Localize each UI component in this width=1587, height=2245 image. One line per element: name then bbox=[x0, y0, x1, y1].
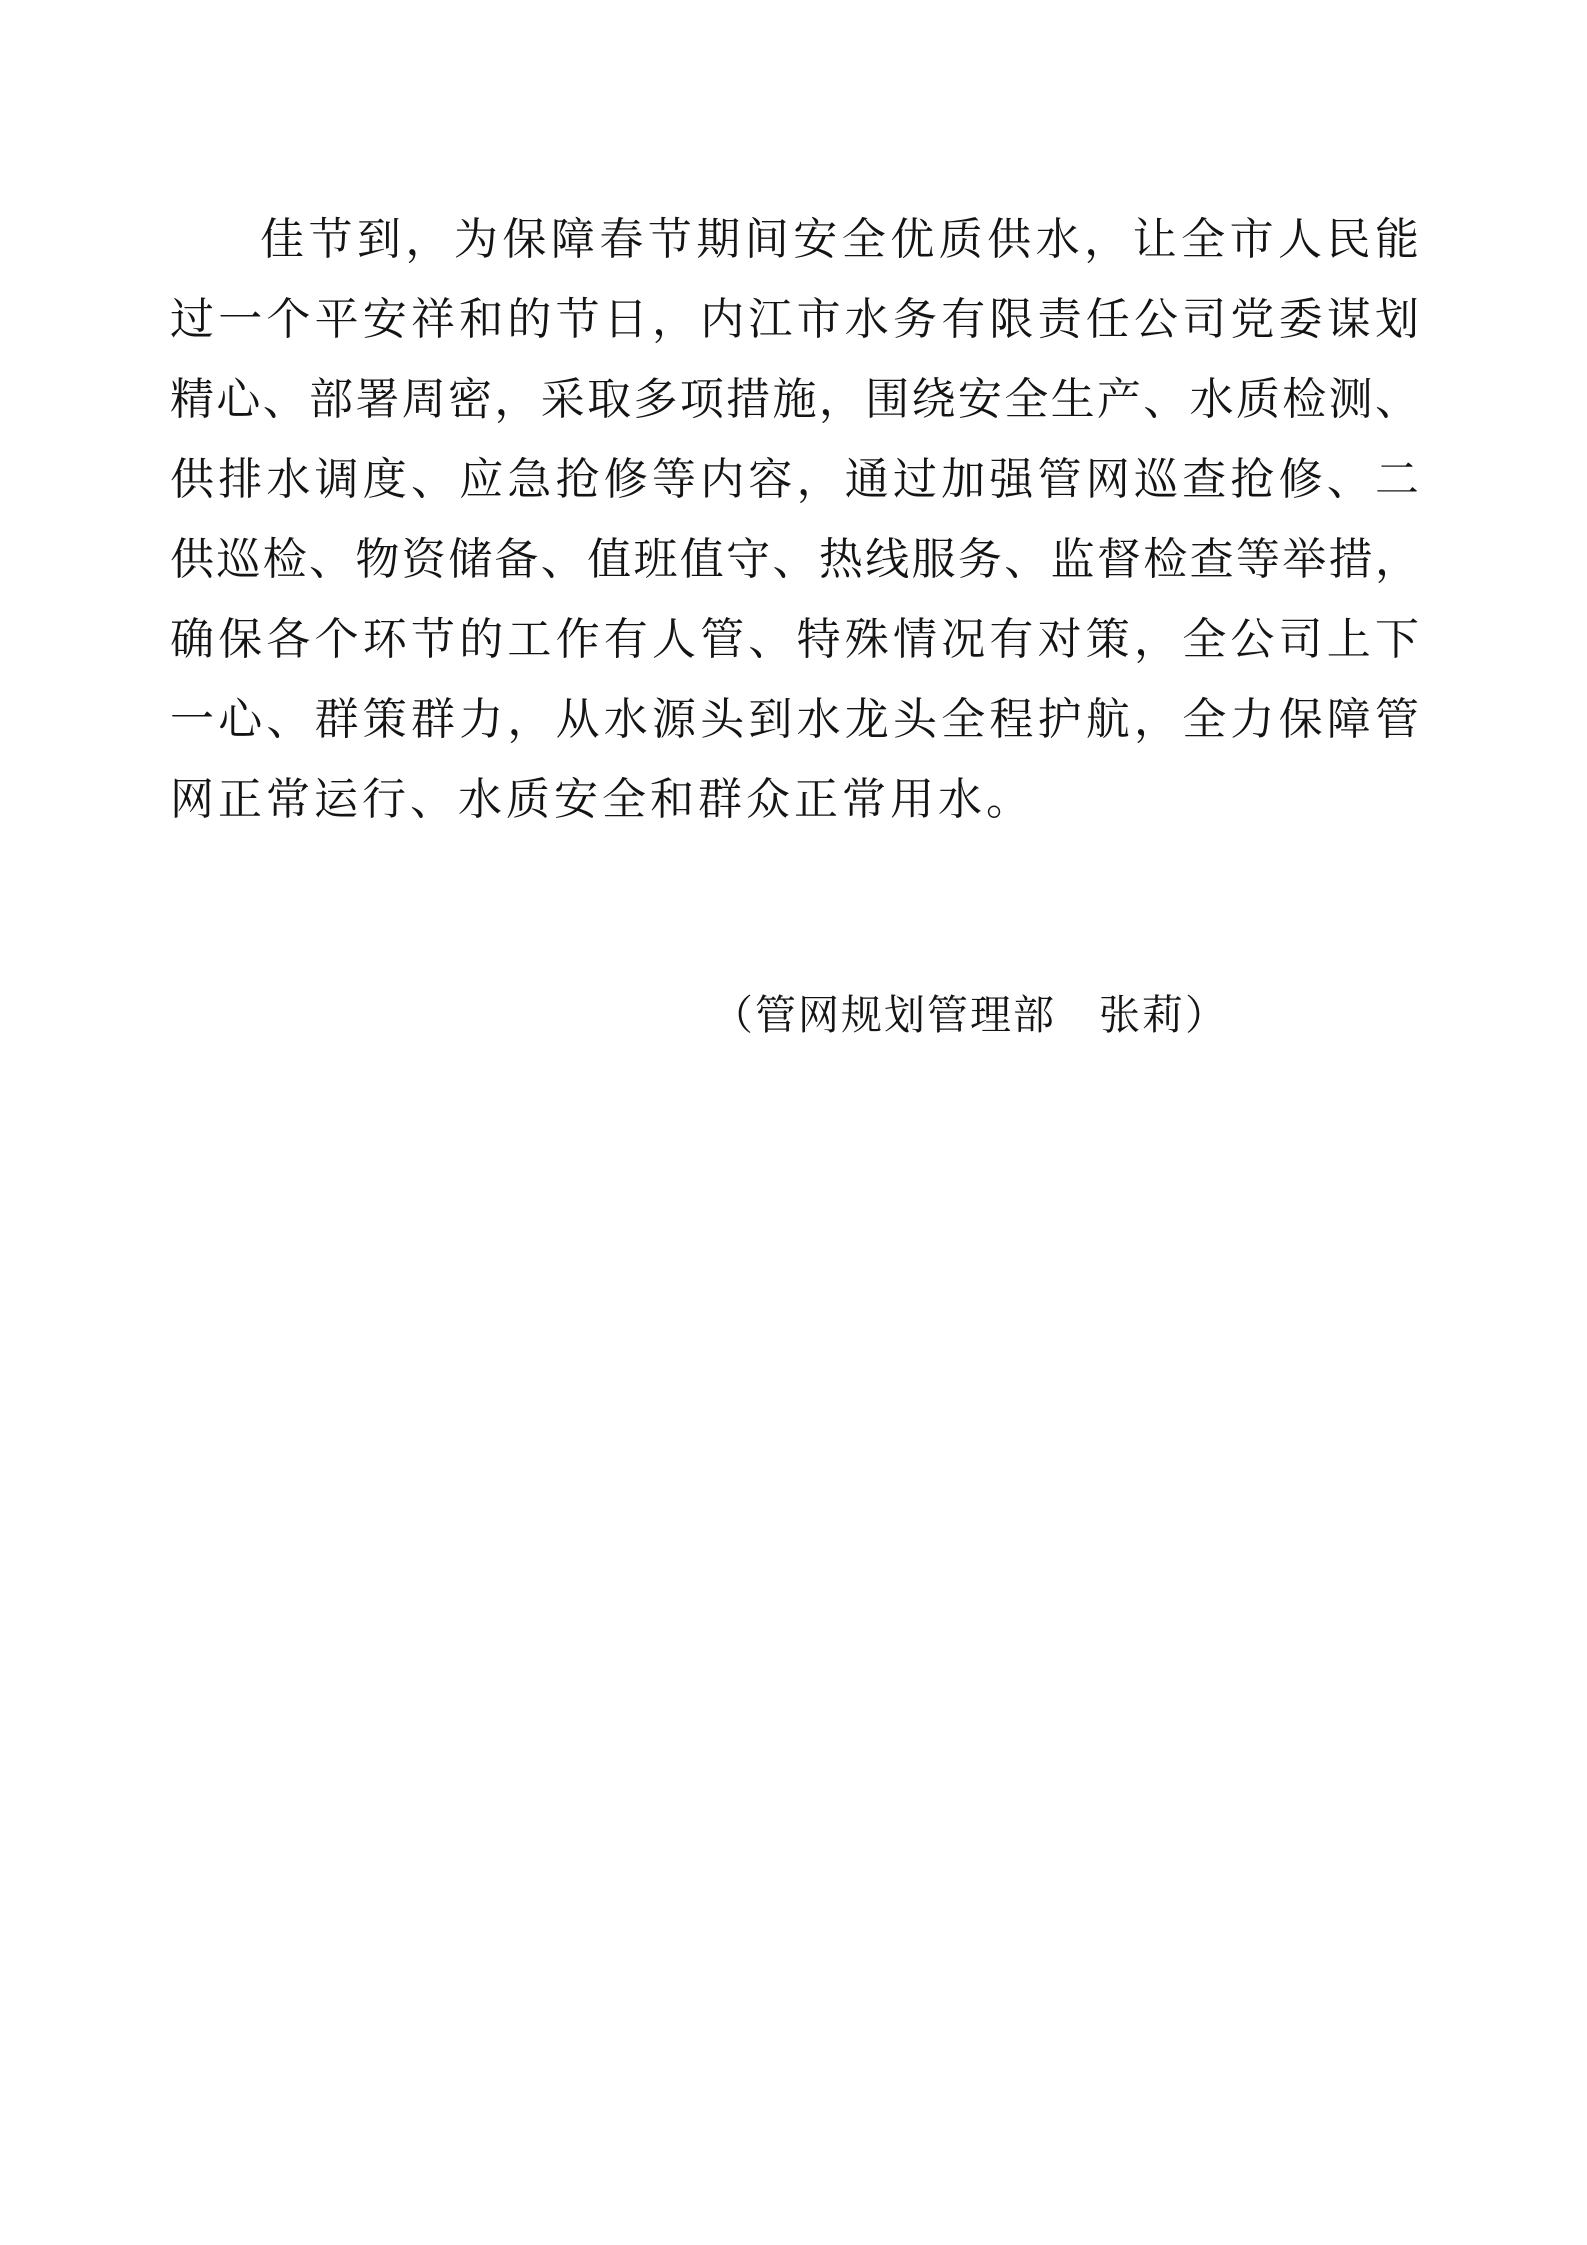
paragraph-line: 供巡检、物资储备、值班值守、热线服务、监督检查等举措， bbox=[170, 535, 1420, 584]
paragraph-line: 精心、部署周密，采取多项措施，围绕安全生产、水质检测、 bbox=[170, 375, 1420, 424]
signature-line: （管网规划管理部 张莉） bbox=[712, 992, 1228, 1038]
paragraph-line: 一心、群策群力，从水源头到水龙头全程护航，全力保障管 bbox=[170, 695, 1420, 744]
paragraph-line: 佳节到，为保障春节期间安全优质供水，让全市人民能 bbox=[260, 215, 1420, 264]
paragraph-line: 过一个平安祥和的节日，内江市水务有限责任公司党委谋划 bbox=[170, 295, 1420, 344]
paragraph-line: 网正常运行、水质安全和群众正常用水。 bbox=[170, 775, 1034, 824]
paragraph-line: 供排水调度、应急抢修等内容，通过加强管网巡查抢修、二 bbox=[170, 455, 1420, 504]
paragraph-line: 确保各个环节的工作有人管、特殊情况有对策，全公司上下 bbox=[170, 615, 1420, 664]
